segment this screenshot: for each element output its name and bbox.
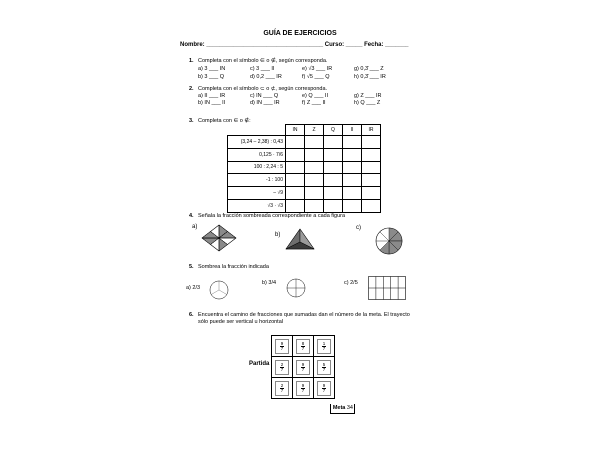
q3-table (227, 124, 381, 213)
q3-answer-cell[interactable] (324, 187, 343, 200)
q6-grid-cell[interactable] (272, 378, 293, 399)
q1-item[interactable]: c) 3 ___ II (250, 66, 275, 72)
q6-grid-cell[interactable] (293, 378, 314, 399)
fraction-numerator: 9 (322, 382, 326, 388)
q3-answer-cell[interactable] (343, 148, 362, 161)
q3-answer-cell[interactable] (324, 148, 343, 161)
q4c-circle-figure (375, 227, 403, 255)
q2-item[interactable]: g) Z ___ IR (354, 93, 382, 99)
q6-prompt-line2: sólo puede ser vertical u horizontal (198, 319, 283, 325)
q3-col-header: IN (286, 125, 305, 136)
q6-goal-label: Meta (332, 405, 346, 411)
q6-goal-box (330, 404, 355, 414)
q6-number: 6. (189, 312, 194, 318)
fraction-numerator: 2 (280, 382, 284, 388)
q1-item[interactable]: b) 3 ___ Q (198, 74, 224, 80)
fraction-denominator: 7 (322, 367, 326, 372)
q5b-circle-figure[interactable] (286, 278, 306, 298)
fraction-denominator: 7 (280, 388, 284, 393)
q2-item[interactable]: b) IN ___ II (198, 100, 226, 106)
q6-grid-cell[interactable] (314, 378, 335, 399)
q3-answer-cell[interactable] (343, 199, 362, 212)
q5c-grid-figure[interactable] (368, 276, 406, 300)
fraction-numerator: 5 (322, 361, 326, 367)
q6-grid-cell[interactable] (272, 336, 293, 357)
q3-row-label: -1 : 100 (228, 174, 286, 187)
q1-item[interactable]: g) 0,3̄ ___ Z (354, 66, 384, 72)
q3-answer-cell[interactable] (286, 136, 305, 149)
q3-corner (228, 125, 286, 136)
q3-answer-cell[interactable] (362, 174, 381, 187)
fraction-denominator: 7 (322, 388, 326, 393)
fraction-numerator: 2 (280, 361, 284, 367)
q6-grid-cell[interactable] (293, 357, 314, 378)
q1-item[interactable]: d) 0,2 ___ IR (250, 74, 282, 80)
q2-item[interactable]: f) Z ___ II (302, 100, 326, 106)
q5-label-a: a) 2/3 (186, 285, 201, 291)
q3-answer-cell[interactable] (286, 148, 305, 161)
q3-answer-cell[interactable] (324, 174, 343, 187)
fraction-denominator: 7 (280, 367, 284, 372)
q1-item[interactable]: e) √3 ___ IR (302, 66, 333, 72)
q2-item[interactable]: d) IN ___ IR (250, 100, 280, 106)
q3-answer-cell[interactable] (305, 161, 324, 174)
q3-answer-cell[interactable] (305, 187, 324, 200)
q6-grid-cell[interactable] (314, 357, 335, 378)
q4b-triangle-figure (285, 228, 315, 250)
q3-answer-cell[interactable] (305, 199, 324, 212)
student-info-line[interactable]: Nombre: ___________________________________ Curso: _____ Fecha: _______ (180, 42, 409, 48)
q3-answer-cell[interactable] (286, 187, 305, 200)
q1-number: 1. (189, 58, 194, 64)
fraction-numerator: 1 (322, 340, 326, 346)
q6-grid-cell[interactable] (314, 336, 335, 357)
q6-grid-cell[interactable] (272, 357, 293, 378)
fraction-numerator: 9 (301, 382, 305, 388)
q3-row-label: – √9 (228, 187, 286, 200)
q1-item[interactable]: f) √5 ___ Q (302, 74, 330, 80)
fraction-denominator: 7 (280, 346, 284, 351)
q3-answer-cell[interactable] (305, 174, 324, 187)
q3-row-label: 100 : 2,24 : 5 (228, 161, 286, 174)
q1-item[interactable]: h) 0,3̄ ___ IR (354, 74, 386, 80)
q2-item[interactable]: a) II ___ IR (198, 93, 226, 99)
q3-answer-cell[interactable] (362, 148, 381, 161)
fraction-denominator: 7 (301, 367, 305, 372)
page-title: GUÍA DE EJERCICIOS (263, 30, 337, 37)
q4-label-c: c) (356, 225, 361, 231)
q3-answer-cell[interactable] (362, 136, 381, 149)
q3-col-header: Z (305, 125, 324, 136)
q2-prompt: Completa con el símbolo ⊂ o ⊄, según corresponda. (198, 86, 328, 92)
q3-row-label: 0,125 · 7/6 (228, 148, 286, 161)
q2-item[interactable]: c) IN ___ Q (250, 93, 279, 99)
q4-prompt: Señala la fracción sombreada correspondiente a cada figura (198, 213, 346, 219)
q3-answer-cell[interactable] (286, 174, 305, 187)
q3-col-header: II (343, 125, 362, 136)
q3-answer-cell[interactable] (286, 199, 305, 212)
q3-answer-cell[interactable] (305, 148, 324, 161)
q3-answer-cell[interactable] (343, 187, 362, 200)
fraction-denominator: 7 (301, 388, 305, 393)
q3-answer-cell[interactable] (305, 136, 324, 149)
q1-item[interactable]: a) 3 ___ IN (198, 66, 226, 72)
q5a-circle-figure[interactable] (209, 280, 229, 300)
q3-answer-cell[interactable] (343, 174, 362, 187)
q3-col-header: Q (324, 125, 343, 136)
fraction-numerator: 9 (301, 361, 305, 367)
q3-number: 3. (189, 118, 194, 124)
q3-answer-cell[interactable] (286, 161, 305, 174)
q3-row-label: √3 · √3 (228, 199, 286, 212)
q3-answer-cell[interactable] (324, 161, 343, 174)
q3-answer-cell[interactable] (343, 161, 362, 174)
q4-label-b: b) (275, 232, 281, 238)
q5-label-c: c) 2/5 (344, 280, 358, 286)
q4-label-a: a) (192, 224, 198, 230)
q2-item[interactable]: e) Q ___ II (302, 93, 328, 99)
q3-col-header: IR (362, 125, 381, 136)
q4a-diamond-figure (201, 224, 237, 252)
q6-grid-cell[interactable] (293, 336, 314, 357)
q5-label-b: b) 3/4 (262, 280, 277, 286)
q6-start-label: Partida (249, 361, 270, 367)
q3-row-label: (3,24 – 2,38) : 0,43 (228, 136, 286, 149)
fraction-denominator: 7 (322, 346, 326, 351)
q2-number: 2. (189, 86, 194, 92)
q6-path-grid (271, 335, 335, 399)
q3-answer-cell[interactable] (362, 161, 381, 174)
fraction-numerator: 9 (280, 340, 284, 346)
q3-answer-cell[interactable] (362, 187, 381, 200)
q3-answer-cell[interactable] (343, 136, 362, 149)
q3-answer-cell[interactable] (324, 199, 343, 212)
q5-number: 5. (189, 264, 194, 270)
q2-item[interactable]: h) Q ___ Z (354, 100, 381, 106)
q3-answer-cell[interactable] (362, 199, 381, 212)
q3-prompt: Completa con ∈ o ∉: (198, 118, 251, 124)
q6-goal-value: 34 (346, 405, 353, 411)
q4-number: 4. (189, 213, 194, 219)
fraction-denominator: 7 (301, 346, 305, 351)
q6-prompt-line1: Encuentra el camino de fracciones que sumadas dan el número de la meta. El trayecto (198, 312, 410, 318)
q5-prompt: Sombrea la fracción indicada (198, 264, 269, 270)
q3-answer-cell[interactable] (324, 136, 343, 149)
fraction-numerator: 8 (301, 340, 305, 346)
q1-prompt: Completa con el símbolo ∈ o ∉, según corresponda. (198, 58, 328, 64)
